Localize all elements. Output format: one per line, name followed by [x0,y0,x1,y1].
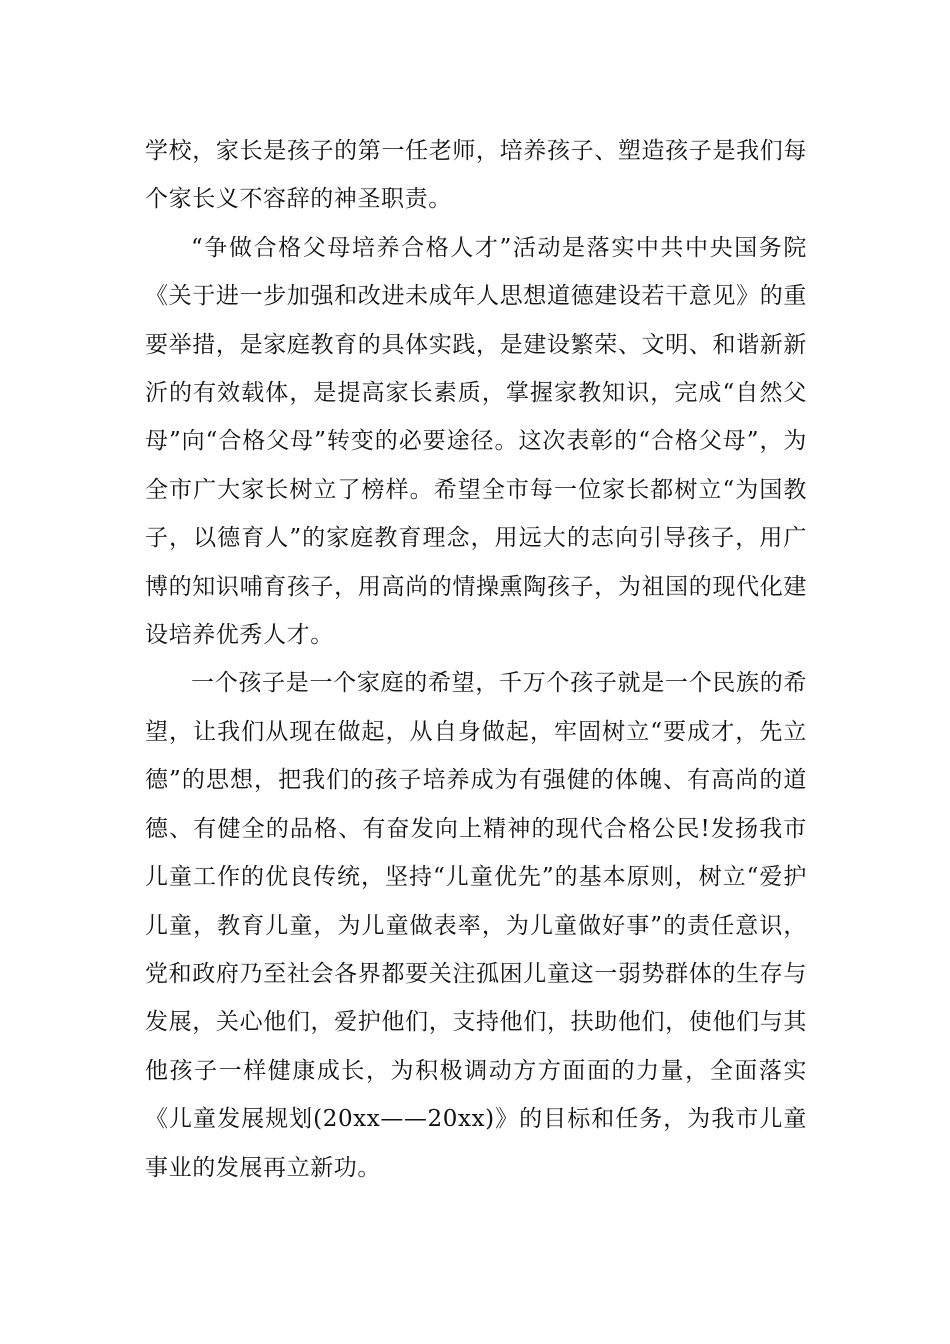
document-body [145,127,807,1192]
paragraph-hope: 一个孩子是一个家庭的希望，千万个孩子就是一个民族的希望，让我们从现在做起，从自身做起，牢固树立“要成才，先立德”的思想，把我们的孩子培养成为有强健的体魄、有高尚的道德、有健全的品格、有奋发向上精神的现代合格公民!发扬我市儿童工作的优良传统，坚持“儿童优先”的基本原则，树立“爱护儿童，教育儿童，为儿童做表率，为儿童做好事”的责任意识，党和政府乃至社会各界都要关注孤困儿童这一弱势群体的生存与发展，关心他们，爱护他们，支持他们，扶助他们，使他们与其他孩子一样健康成长，为积极调动方方面面的力量，全面落实《儿童发展规划(20xx——20xx)》的目标和任务，为我市儿童事业的发展再立新功。 [145,670,807,1181]
paragraph-activity: “争做合格父母培养合格人才”活动是落实中共中央国务院《关于进一步加强和改进未成年人思想道德建设若干意见》的重要举措，是家庭教育的具体实践，是建设繁荣、文明、和谐新新沂的有效载体，是提高家长素质，掌握家教知识，完成“自然父母”向“合格父母”转变的必要途径。这次表彰的“合格父母”，为全市广大家长树立了榜样。希望全市每一位家长都树立“为国教子，以德育人”的家庭教育理念，用远大的志向引导孩子，用广博的知识哺育孩子，用高尚的情操熏陶孩子，为祖国的现代化建设培养优秀人才。 [145,234,807,649]
paragraph-continuation: 学校，家长是孩子的第一任老师，培养孩子、塑造孩子是我们每个家长义不容辞的神圣职责。 [145,138,807,213]
